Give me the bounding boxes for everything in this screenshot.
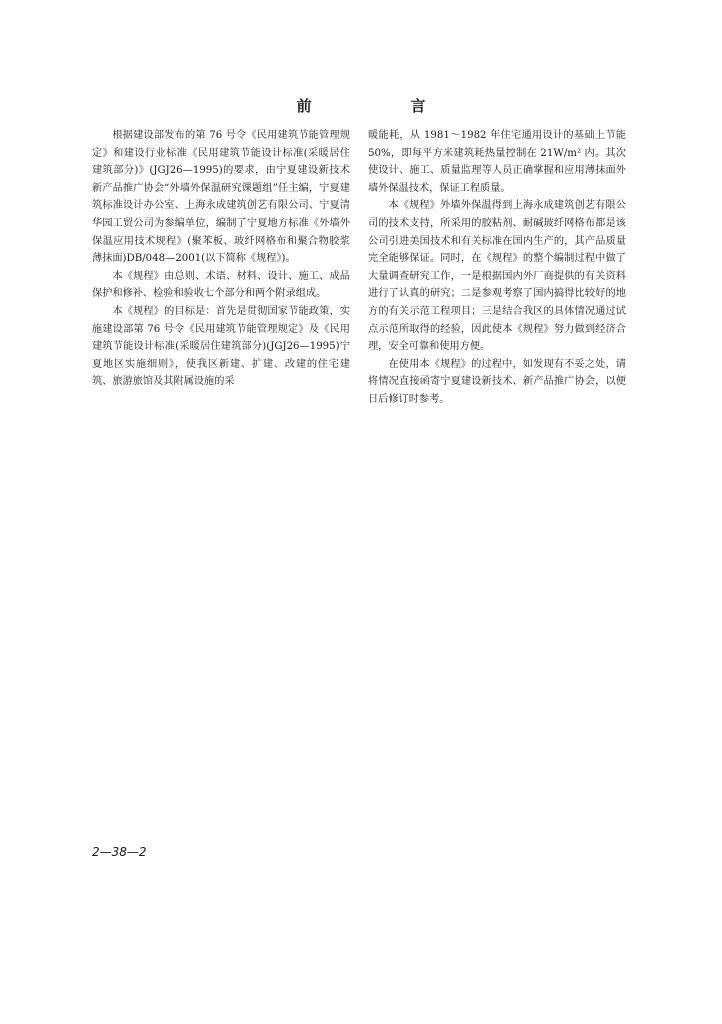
right-text-column [368, 127, 626, 409]
paragraph: 在使用本《规程》的过程中，如发现有不妥之处，请将情况直接函寄宁夏建设新技术、新产品推广协会，以便日后修订时参考。 [368, 358, 626, 405]
paragraph: 本《规程》由总则、术语、材料、设计、施工、成品保护和修补、检验和验收七个部分和两个附录组成。 [92, 270, 350, 300]
paragraph: 本《规程》的目标是：首先是贯彻国家节能政策，实施建设部第 76 号令《民用建筑节能管理规定》及《民用建筑节能设计标准(采暖居住建筑部分)(JGJ26—1995)宁夏地区实施细则》，使我区新建、扩建、改建的住宅建筑、旅游旅馆及其附属设施的采 [92, 305, 350, 388]
left-text-column [92, 127, 350, 391]
page-number: 2—38—2 [92, 845, 147, 859]
paragraph: 根据建设部发布的第 76 号令《民用建筑节能管理规定》和建设行业标准《民用建筑节能设计标准(采暖居住建筑部分)》(JGJ26—1995)的要求，由宁夏建设新技术新产品推广协会“外墙外保温研究课题组”任主编，宁夏建筑标准设计办公室、上海永成建筑创艺有限公司、宁夏清华园工贸公司为参编单位，编制了宁夏地方标准《外墙外保温应用技术规程》(聚苯板、玻纤网格布和聚合物胶浆薄抹面)DB/048—2001(以下简称《规程》)。 [92, 130, 350, 265]
page-title: 前 言 [296, 97, 468, 115]
paragraph-continued: 暖能耗，从 1981～1982 年住宅通用设计的基础上节能 50%，即每平方米建筑耗热量控制在 21W/m² 内。其次使设计、施工、质量监理等人员正确掌握和应用薄抹面外墙外保温技术，保证工程质量。 [368, 130, 626, 194]
paragraph: 本《规程》外墙外保温得到上海永成建筑创艺有限公司的技术支持，所采用的胶粘剂、耐碱玻纤网格布都是该公司引进美国技术和有关标准在国内生产的，其产品质量完全能够保证。同时，在《规程》的整个编制过程中做了大量调查研究工作，一是根据国内外厂商提供的有关资料进行了认真的研究；二是参观考察了国内搞得比较好的地方的有关示范工程项目；三是结合我区的具体情况通过试点示范所取得的经验，因此使本《规程》努力做到经济合理，安全可靠和使用方便。 [368, 200, 626, 353]
